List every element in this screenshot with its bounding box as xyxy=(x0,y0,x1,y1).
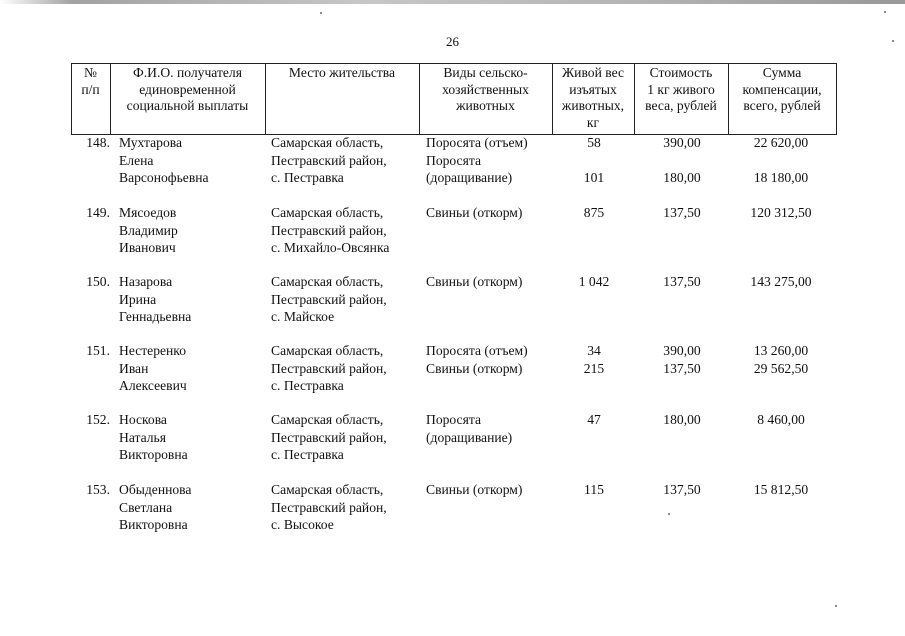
cell-fio-line: Варсонофьевна xyxy=(119,170,209,185)
cell-place-line: Пестравский район, xyxy=(271,222,387,238)
header-num-line: п/п xyxy=(81,81,100,97)
cell-fio-line: Обыденнова xyxy=(119,482,192,497)
cell-fio-line: Викторовна xyxy=(119,447,188,462)
cell-weight-line xyxy=(556,152,632,170)
cell-kind-line: Свиньи (откорм) xyxy=(426,205,523,220)
cell-sum-line xyxy=(731,152,831,170)
cell-place-line: Самарская область, xyxy=(271,412,384,427)
cell-kind-line: (доращивание) xyxy=(426,170,513,185)
page-number: 26 xyxy=(446,34,459,49)
cell-num xyxy=(72,134,110,152)
cell-weight xyxy=(556,481,632,499)
cell-fio xyxy=(119,342,269,395)
cell-place-line: Пестравский район, xyxy=(271,291,387,307)
header-num-line: № xyxy=(84,65,97,80)
cell-place-line: с. Высокое xyxy=(271,517,334,532)
scan-speck xyxy=(884,11,886,13)
cell-place xyxy=(271,204,431,257)
cell-num xyxy=(72,411,110,429)
cell-weight-line: 215 xyxy=(583,360,605,376)
cell-price xyxy=(637,134,727,187)
header-fio-line: единовременной xyxy=(139,81,236,97)
cell-num xyxy=(72,481,110,499)
cell-kind-line: Свиньи (откорм) xyxy=(426,482,523,497)
cell-sum-line: 8 460,00 xyxy=(757,412,805,427)
cell-place-line: Самарская область, xyxy=(271,482,384,497)
cell-place xyxy=(271,134,431,187)
cell-weight-line: 58 xyxy=(587,135,601,150)
cell-fio-line: Владимир xyxy=(119,222,178,238)
cell-place xyxy=(271,273,431,326)
cell-fio-line: Светлана xyxy=(119,499,173,515)
cell-kind xyxy=(426,411,561,446)
header-kind-line: хозяйственных xyxy=(442,81,529,97)
cell-sum-line: 143 275,00 xyxy=(750,274,812,289)
cell-place-line: с. Михайло-Овсянка xyxy=(271,240,390,255)
cell-weight-line: 34 xyxy=(587,343,601,358)
header-price-line: Стоимость xyxy=(649,65,713,80)
cell-weight xyxy=(556,273,632,291)
cell-place-line: Пестравский район, xyxy=(271,152,387,168)
cell-place-line: Пестравский район, xyxy=(271,429,387,445)
cell-kind xyxy=(426,204,561,222)
header-place-line: Место жительства xyxy=(288,65,396,80)
cell-fio-line: Носкова xyxy=(119,412,167,427)
cell-price xyxy=(637,204,727,222)
header-kind xyxy=(419,63,552,133)
cell-weight xyxy=(556,342,632,377)
cell-weight xyxy=(556,134,632,187)
cell-sum-line: 13 260,00 xyxy=(753,343,809,358)
cell-place xyxy=(271,342,431,395)
cell-fio-line: Назарова xyxy=(119,274,173,289)
cell-place-line: Самарская область, xyxy=(271,135,384,150)
header-sum-line: всего, рублей xyxy=(743,98,821,113)
cell-place-line: Пестравский район, xyxy=(271,499,387,515)
header-sum-line: компенсации, xyxy=(742,81,822,97)
cell-weight-line: 101 xyxy=(583,170,605,185)
cell-num-line: 150. xyxy=(86,274,110,289)
cell-price-line: 137,50 xyxy=(663,205,701,220)
header-weight-line: изъятых xyxy=(569,81,617,97)
cell-price xyxy=(637,273,727,291)
cell-fio-line: Мясоедов xyxy=(119,205,177,220)
cell-price xyxy=(637,411,727,429)
scan-top-edge xyxy=(0,0,905,4)
cell-fio-line: Наталья xyxy=(119,429,166,445)
cell-kind-line: Поросята (отъем) xyxy=(426,343,528,358)
cell-weight-line: 47 xyxy=(587,412,601,427)
cell-kind-line: Поросята xyxy=(426,412,481,427)
header-divider xyxy=(836,63,837,134)
header-weight-line: животных, xyxy=(561,98,625,113)
cell-sum-line: 120 312,50 xyxy=(750,205,812,220)
header-place xyxy=(265,63,419,133)
header-weight-line: кг xyxy=(586,114,600,130)
header-sum-line: Сумма xyxy=(762,65,802,80)
cell-sum xyxy=(731,134,831,187)
scan-speck xyxy=(668,513,670,515)
header-fio-line: Ф.И.О. получателя xyxy=(133,65,242,80)
cell-weight xyxy=(556,411,632,429)
cell-kind-line: (доращивание) xyxy=(426,429,513,445)
header-kind-line: животных xyxy=(456,98,515,113)
cell-price-line: 390,00 xyxy=(663,135,701,150)
cell-sum-line: 29 562,50 xyxy=(753,360,809,376)
header-weight xyxy=(552,63,634,133)
cell-num-line: 151. xyxy=(86,343,110,358)
cell-price-line: 137,50 xyxy=(663,360,701,376)
cell-place-line: Самарская область, xyxy=(271,343,384,358)
cell-num-line: 153. xyxy=(86,482,110,497)
cell-place-line: Самарская область, xyxy=(271,205,384,220)
cell-fio xyxy=(119,481,269,534)
cell-price-line: 137,50 xyxy=(663,482,701,497)
cell-place-line: Самарская область, xyxy=(271,274,384,289)
cell-fio-line: Мухтарова xyxy=(119,135,183,150)
cell-fio xyxy=(119,411,269,464)
cell-place-line: с. Майское xyxy=(271,309,335,324)
cell-place xyxy=(271,481,431,534)
cell-sum xyxy=(731,411,831,429)
header-weight-line: Живой вес xyxy=(562,65,624,80)
header-sum xyxy=(728,63,836,133)
cell-weight-line: 875 xyxy=(583,205,605,220)
cell-kind-line: Поросята xyxy=(426,152,481,168)
cell-weight-line: 115 xyxy=(584,482,604,497)
cell-sum xyxy=(731,481,831,499)
cell-fio-line: Ирина xyxy=(119,291,157,307)
header-price xyxy=(634,63,728,133)
cell-kind xyxy=(426,273,561,291)
cell-sum-line: 15 812,50 xyxy=(753,482,809,497)
cell-kind xyxy=(426,342,561,377)
cell-place-line: с. Пестравка xyxy=(271,447,344,462)
cell-fio xyxy=(119,204,269,257)
cell-sum xyxy=(731,342,831,377)
header-kind-line: Виды сельско- xyxy=(443,65,528,80)
cell-place xyxy=(271,411,431,464)
cell-fio xyxy=(119,134,269,187)
cell-kind-line: Свиньи (откорм) xyxy=(426,274,523,289)
scan-speck xyxy=(835,605,837,607)
cell-sum-line: 18 180,00 xyxy=(753,170,809,185)
cell-fio-line: Викторовна xyxy=(119,517,188,532)
header-fio xyxy=(110,63,265,133)
cell-price-line xyxy=(637,152,727,170)
cell-num xyxy=(72,273,110,291)
cell-sum xyxy=(731,273,831,291)
cell-num-line: 152. xyxy=(86,412,110,427)
header-price-line: 1 кг живого xyxy=(647,81,715,97)
cell-weight xyxy=(556,204,632,222)
cell-sum-line: 22 620,00 xyxy=(753,135,809,150)
cell-fio-line: Нестеренко xyxy=(119,343,187,358)
cell-place-line: с. Пестравка xyxy=(271,170,344,185)
cell-fio-line: Иван xyxy=(119,360,149,376)
cell-weight-line: 1 042 xyxy=(578,274,610,289)
cell-fio xyxy=(119,273,269,326)
cell-kind-line: Свиньи (откорм) xyxy=(426,360,523,376)
cell-fio-line: Иванович xyxy=(119,240,176,255)
cell-price xyxy=(637,481,727,499)
cell-price-line: 137,50 xyxy=(663,274,701,289)
cell-fio-line: Елена xyxy=(119,152,154,168)
cell-fio-line: Геннадьевна xyxy=(119,309,192,324)
cell-price xyxy=(637,342,727,377)
cell-price-line: 390,00 xyxy=(663,343,701,358)
scan-speck xyxy=(320,12,322,14)
cell-num xyxy=(72,204,110,222)
cell-kind xyxy=(426,134,561,187)
cell-kind-line: Поросята (отъем) xyxy=(426,135,528,150)
header-price-line: веса, рублей xyxy=(645,98,717,113)
cell-place-line: Пестравский район, xyxy=(271,360,387,376)
cell-place-line: с. Пестравка xyxy=(271,378,344,393)
cell-num-line: 148. xyxy=(86,135,110,150)
cell-num-line: 149. xyxy=(86,205,110,220)
cell-fio-line: Алексеевич xyxy=(119,378,187,393)
cell-price-line: 180,00 xyxy=(663,170,701,185)
cell-sum xyxy=(731,204,831,222)
cell-kind xyxy=(426,481,561,499)
header-num xyxy=(71,63,110,133)
cell-num xyxy=(72,342,110,360)
cell-price-line: 180,00 xyxy=(663,412,701,427)
header-fio-line: социальной выплаты xyxy=(126,98,249,113)
